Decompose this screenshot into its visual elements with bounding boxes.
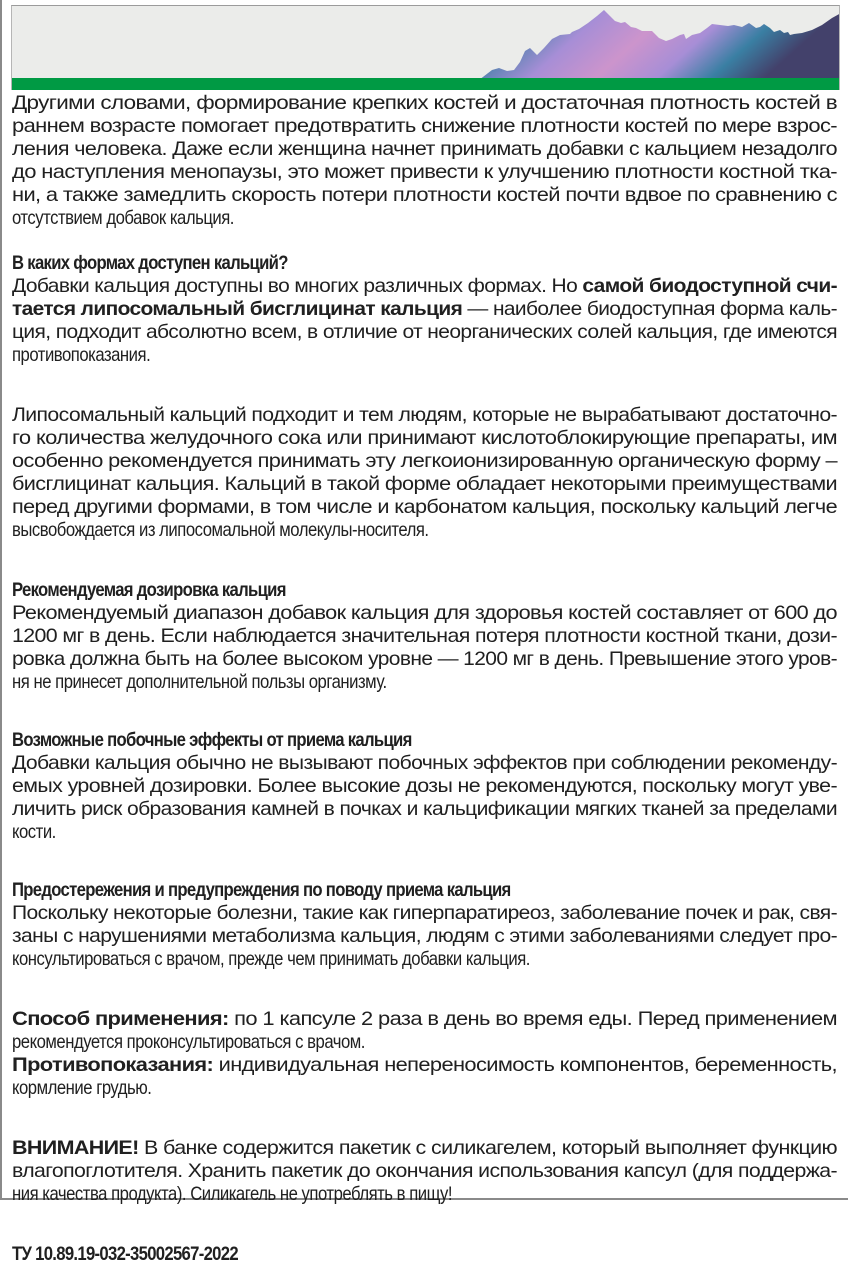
text-line: консультироваться с врачом, прежде чем принимать добавки кальция. [12,948,530,970]
text-normal: Добавки кальция доступны во многих различных формах. Но [12,275,583,297]
text-line: отсутствием добавок кальция. [12,207,234,229]
text-line: емых уровней дозировки. Более высокие дозы не рекомендуются, поскольку могут уве- [12,775,837,797]
text-line: кости. [12,821,56,843]
green-stripe [12,78,839,90]
text-line: Другими словами, формирование крепких костей и достаточная плотность костей в [12,92,838,114]
section-heading: Возможные побочные эффекты от приема кальция [12,729,412,751]
text-line: ления человека. Даже если женщина начнет принимать добавки с кальцием незадолго [12,138,837,160]
text-line: го количества желудочного сока или принимают кислотоблокирующие препараты, им [12,427,837,449]
text-normal: В банке содержится пакетик с силикагелем, который выполняет функцию [138,1137,837,1159]
forms-section [12,252,837,367]
section-heading: Рекомендуемая дозировка кальция [12,579,286,601]
usage-label: Способ применения: [12,1008,229,1030]
document-body [12,92,837,1288]
text-line: рекомендуется проконсультироваться с врачом. [12,1031,365,1053]
attention-label: ВНИМАНИЕ! [12,1137,139,1159]
header-banner [11,5,840,90]
text-line: ровка должна быть на более высоком уровне — 1200 мг в день. Превышение этого уров- [12,648,837,670]
text-line: ция, подходит абсолютно всем, в отличие от неорганических солей кальция, где имеются [12,321,837,343]
section-heading: В каких формах доступен кальций? [12,252,288,274]
side-effects-section [12,729,837,844]
text-line: Поскольку некоторые болезни, такие как гиперпаратиреоз, заболевание почек и рак, свя- [12,902,837,924]
text-line: личить риск образования камней в почках и кальцификации мягких тканей за пределами [12,798,837,820]
contraindications-label: Противопоказания: [12,1054,214,1076]
text-line: Рекомендуемый диапазон добавок кальция для здоровья костей составляет от 600 до [12,602,837,624]
text-line: 1200 мг в день. Если наблюдается значительная потеря плотности костной ткани, дози- [12,625,837,647]
text-line [12,1008,837,1031]
text-normal: индивидуальная непереносимость компонентов, беременность, [213,1054,838,1076]
text-line: влагопоглотителя. Хранить пакетик до окончания использования капсул (для поддержа- [12,1160,838,1182]
section-heading: Предостережения и предупреждения по поводу приема кальция [12,879,511,901]
warnings-section [12,879,837,971]
text-line: высвобождается из липосомальной молекулы-носителя. [12,519,429,541]
text-line: ни, а также замедлить скорость потери плотности костей почти вдвое по сравнению с [12,184,837,206]
text-bold: самой биодоступной счи- [582,275,837,297]
text-line [12,298,837,321]
liposomal-paragraph [12,404,837,542]
spec-section [12,1243,837,1266]
text-line [12,1137,837,1160]
text-line [12,275,837,298]
text-line: до наступления менопаузы, это может привести к улучшению плотности костной тка- [12,161,837,183]
text-line: бисглицинат кальция. Кальций в такой форме обладает некоторыми преимуществами [12,473,838,495]
attention-section [12,1137,837,1206]
usage-section [12,1008,837,1100]
text-line: Добавки кальция обычно не вызывают побочных эффектов при соблюдении рекоменду- [12,752,837,774]
intro-paragraph [12,92,837,230]
text-line: ня не принесет дополнительной пользы организму. [12,671,387,693]
text-line: заны с нарушениями метаболизма кальция, людям с этими заболеваниями следует про- [12,925,837,947]
text-line: Липосомальный кальций подходит и тем людям, которые не вырабатывают достаточно- [12,404,837,426]
text-line: раннем возрасте помогает предотвратить снижение плотности костей по мере взрос- [12,115,838,137]
text-bold: тается липосомальный бисглицинат кальция [12,298,463,320]
dosage-section [12,579,837,694]
text-normal: — наиболее биодоступная форма каль- [462,298,838,320]
text-line: перед другими формами, в том числе и карбонатом кальция, поскольку кальций легче [12,496,837,518]
text-normal: по 1 капсуле 2 раза в день во время еды. Перед применением [228,1008,837,1030]
text-line: кормление грудью. [12,1077,152,1099]
text-line: особенно рекомендуется принимать эту легкоионизированную органическую форму – [12,450,837,472]
text-line: ния качества продукта). Силикагель не употреблять в пищу! [12,1183,453,1205]
text-line [12,1054,837,1077]
spec-code: ТУ 10.89.19-032-35002567-2022 [12,1243,238,1265]
text-line: противопоказания. [12,344,151,366]
